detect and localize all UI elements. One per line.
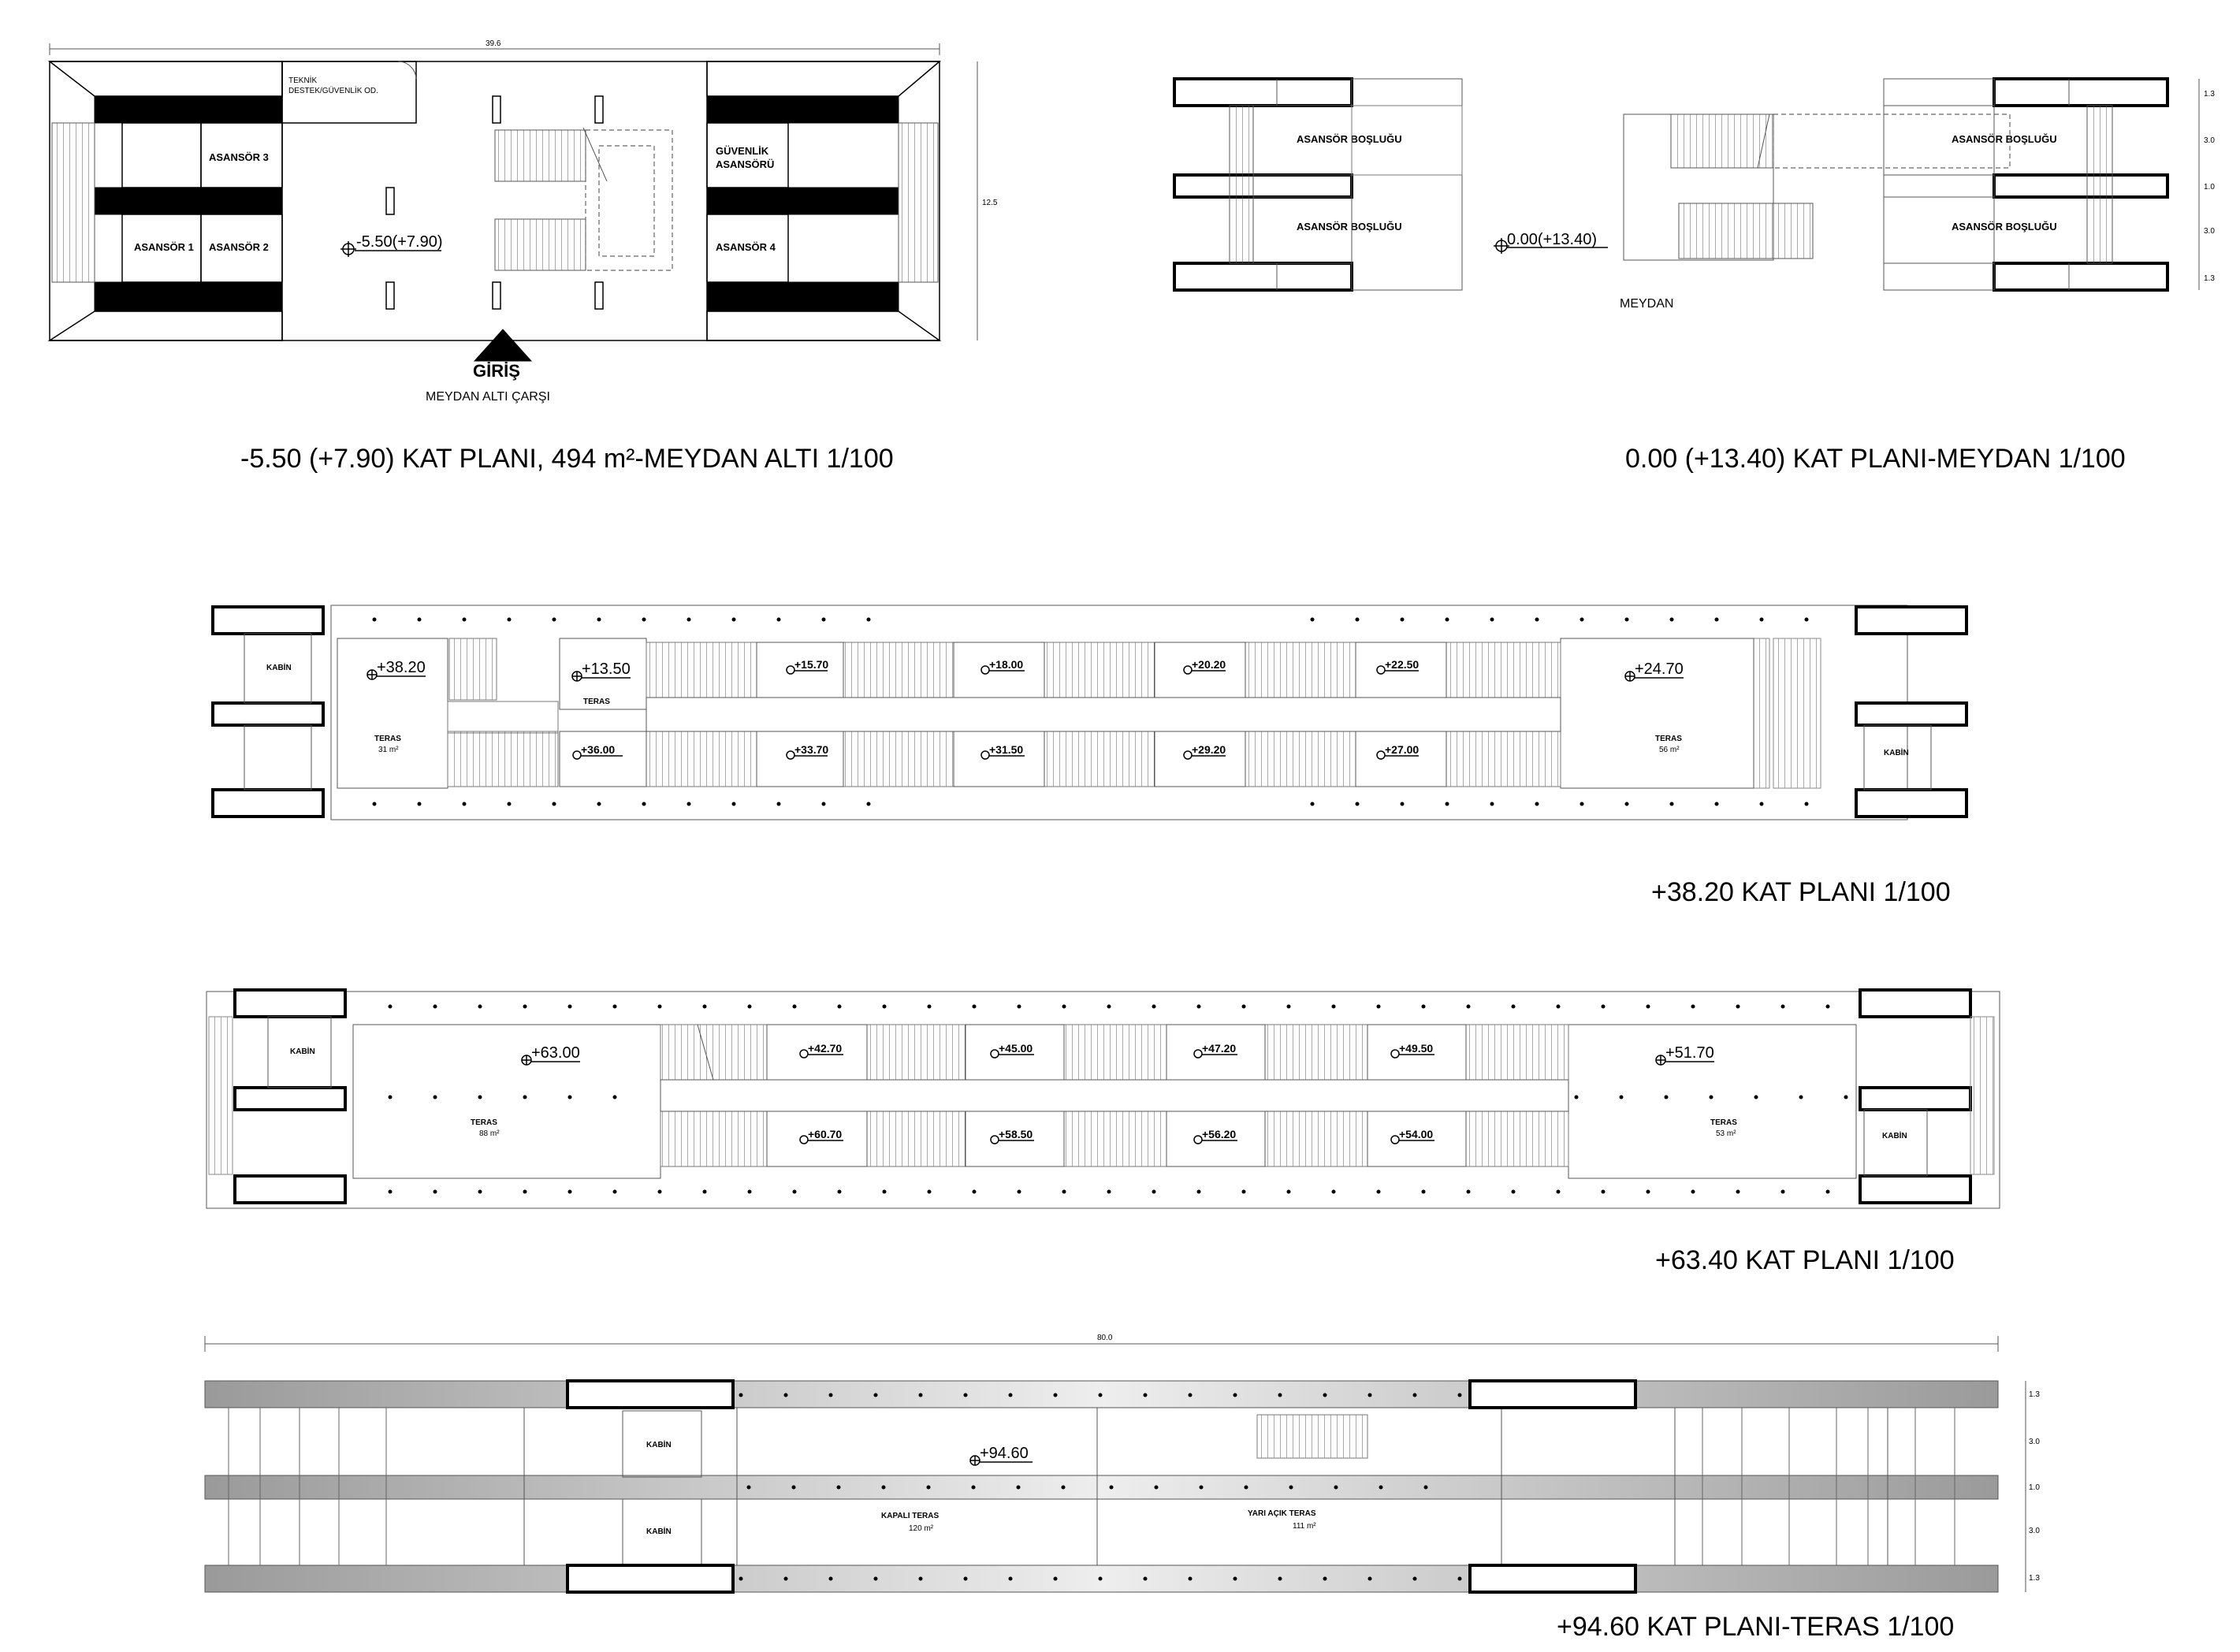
column-dot xyxy=(1799,1096,1803,1099)
column-dot xyxy=(973,1190,977,1194)
column-dot xyxy=(1107,1005,1111,1009)
column-dot xyxy=(1665,1096,1669,1099)
kabin-right: KABİN xyxy=(1884,749,1909,757)
column-dot xyxy=(792,1486,796,1490)
column-dot xyxy=(1535,802,1539,806)
dim-3: 3.0 xyxy=(2029,1527,2040,1535)
column-dot xyxy=(1152,1190,1156,1194)
yari-area: 111 m² xyxy=(1293,1522,1316,1531)
column-dot xyxy=(433,1096,437,1099)
plan-63-40 xyxy=(207,990,2000,1275)
column-dot xyxy=(874,1577,878,1581)
column-dot xyxy=(658,1005,662,1009)
level-b3: +54.00 xyxy=(1399,1128,1434,1140)
level-marker xyxy=(970,1445,1033,1465)
room-asansor-1: ASANSÖR 1 xyxy=(134,241,194,253)
column-dot xyxy=(1647,1190,1650,1194)
column-dot xyxy=(748,1005,752,1009)
teras-right-area: 56 m² xyxy=(1659,746,1680,754)
column-dot xyxy=(1054,1393,1058,1397)
column-dot xyxy=(1413,1393,1417,1397)
column-dot xyxy=(883,1190,887,1194)
column-dot xyxy=(1287,1190,1291,1194)
column-dot xyxy=(964,1393,968,1397)
level-b0: +60.70 xyxy=(808,1128,843,1140)
column-dot xyxy=(1580,618,1584,622)
column-dot xyxy=(508,802,512,806)
column-dot xyxy=(1377,1190,1381,1194)
column-dot xyxy=(1189,1393,1193,1397)
column-dot xyxy=(1826,1190,1830,1194)
column-dot xyxy=(1062,1190,1066,1194)
column-dot xyxy=(1062,1486,1066,1490)
plan-title: +38.20 KAT PLANI 1/100 xyxy=(1651,877,1951,907)
level-5: +51.70 xyxy=(1665,1044,1714,1062)
plan-minus-5-50 xyxy=(50,39,998,474)
column-dot xyxy=(739,1393,743,1397)
column-dot xyxy=(389,1190,393,1194)
column-dot xyxy=(1422,1190,1426,1194)
column-dot xyxy=(1062,1005,1066,1009)
level-label: 0.00(+13.40) xyxy=(1507,231,1597,248)
column-dot xyxy=(1422,1005,1426,1009)
level-marker xyxy=(1625,660,1684,681)
column-dot xyxy=(793,1005,797,1009)
column-dot xyxy=(642,618,646,622)
column-dot xyxy=(1446,618,1449,622)
column-dot xyxy=(1242,1005,1246,1009)
room-bosluk-1: ASANSÖR BOŞLUĞU xyxy=(1297,133,1402,145)
column-dot xyxy=(597,618,601,622)
column-dot xyxy=(1368,1393,1372,1397)
column-dot xyxy=(1715,618,1719,622)
room-guvenlik-1: GÜVENLİK xyxy=(716,145,769,157)
column-dot xyxy=(784,1577,788,1581)
column-dot xyxy=(1323,1393,1327,1397)
column-dot xyxy=(1413,1577,1417,1581)
column-dot xyxy=(1458,1393,1462,1397)
kabin-left: KABİN xyxy=(290,1047,315,1056)
column-dot xyxy=(1490,618,1494,622)
column-dot xyxy=(1490,802,1494,806)
column-dot xyxy=(1155,1486,1159,1490)
column-dot xyxy=(928,1190,932,1194)
column-dot xyxy=(658,1190,662,1194)
column-dot xyxy=(1107,1190,1111,1194)
level-b3: +29.20 xyxy=(1192,743,1226,756)
column-dot xyxy=(1379,1486,1383,1490)
column-dot xyxy=(613,1096,617,1099)
yari-acik-teras: YARI AÇIK TERAS xyxy=(1248,1509,1316,1518)
plan-38-20 xyxy=(213,605,1967,907)
column-dot xyxy=(838,1005,842,1009)
column-dot xyxy=(919,1393,923,1397)
column-dot xyxy=(553,802,556,806)
column-dot xyxy=(1144,1577,1148,1581)
room-bosluk-2: ASANSÖR BOŞLUĞU xyxy=(1297,221,1402,233)
column-dot xyxy=(1334,1486,1338,1490)
column-dot xyxy=(1467,1005,1471,1009)
column-dot xyxy=(1054,1577,1058,1581)
column-dot xyxy=(1826,1005,1830,1009)
column-dot xyxy=(1233,1577,1237,1581)
teras-right-area: 53 m² xyxy=(1716,1129,1736,1138)
column-dot xyxy=(1715,802,1719,806)
teras-right: TERAS xyxy=(1655,735,1682,743)
kabin-2: KABİN xyxy=(646,1527,672,1536)
column-dot xyxy=(1580,802,1584,806)
level-marker xyxy=(1377,658,1419,674)
column-dot xyxy=(613,1190,617,1194)
column-dot xyxy=(1625,618,1629,622)
column-dot xyxy=(523,1005,527,1009)
column-dot xyxy=(1535,618,1539,622)
column-dot xyxy=(1670,802,1674,806)
column-dot xyxy=(1152,1005,1156,1009)
column-dot xyxy=(1781,1005,1785,1009)
column-dot xyxy=(568,1190,572,1194)
level-label: +94.60 xyxy=(980,1445,1029,1462)
level-marker xyxy=(981,658,1025,674)
column-dot xyxy=(389,1005,393,1009)
column-dot xyxy=(1736,1190,1740,1194)
column-dot xyxy=(1602,1005,1606,1009)
column-dot xyxy=(703,1190,707,1194)
column-dot xyxy=(748,1190,752,1194)
level-marker xyxy=(1184,743,1226,759)
column-dot xyxy=(1311,618,1315,622)
column-dot xyxy=(1691,1005,1695,1009)
level-0: +38.20 xyxy=(377,659,426,676)
level-marker xyxy=(1656,1044,1714,1065)
column-dot xyxy=(523,1190,527,1194)
teras-mid: TERAS xyxy=(583,698,610,706)
dim-0: 1.3 xyxy=(2029,1390,2040,1399)
entrance-arrow-icon xyxy=(474,329,531,361)
column-dot xyxy=(1760,618,1764,622)
dim-2: 1.0 xyxy=(2029,1483,2040,1492)
column-dot xyxy=(867,802,871,806)
level-marker xyxy=(573,743,623,759)
entrance-sub: MEYDAN ALTI ÇARŞI xyxy=(426,390,550,404)
column-dot xyxy=(1805,618,1809,622)
dim-4: 1.3 xyxy=(2029,1574,2040,1583)
column-dot xyxy=(433,1190,437,1194)
column-dot xyxy=(1446,802,1449,806)
column-dot xyxy=(793,1190,797,1194)
room-destek: DESTEK/GÜVENLİK OD. xyxy=(288,87,378,95)
column-dot xyxy=(687,618,691,622)
column-dot xyxy=(928,1005,932,1009)
column-dot xyxy=(1602,1190,1606,1194)
column-dot xyxy=(927,1486,931,1490)
column-dot xyxy=(1233,1393,1237,1397)
column-dot xyxy=(1099,1577,1103,1581)
level-4: +49.50 xyxy=(1399,1042,1434,1055)
column-dot xyxy=(1200,1486,1204,1490)
kapali-teras: KAPALI TERAS xyxy=(881,1512,940,1520)
column-dot xyxy=(418,802,422,806)
kabin-left: KABİN xyxy=(266,664,292,672)
level-6: +24.70 xyxy=(1635,660,1684,678)
column-dot xyxy=(1242,1190,1246,1194)
level-marker xyxy=(800,1042,843,1058)
column-dot xyxy=(1356,802,1360,806)
column-dot xyxy=(867,618,871,622)
room-bosluk-3: ASANSÖR BOŞLUĞU xyxy=(1952,133,2057,145)
column-dot xyxy=(1311,802,1315,806)
column-dot xyxy=(568,1096,572,1099)
level-marker xyxy=(1184,658,1226,674)
room-guvenlik-2: ASANSÖRÜ xyxy=(716,158,775,170)
column-dot xyxy=(874,1393,878,1397)
level-marker xyxy=(991,1128,1034,1144)
column-dot xyxy=(1009,1577,1013,1581)
column-dot xyxy=(1424,1486,1428,1490)
column-dot xyxy=(613,1005,617,1009)
level-marker xyxy=(1194,1042,1237,1058)
dim-1: 3.0 xyxy=(2029,1438,2040,1446)
column-dot xyxy=(433,1005,437,1009)
level-marker xyxy=(367,659,426,679)
column-dot xyxy=(837,1486,841,1490)
column-dot xyxy=(1018,1005,1021,1009)
column-dot xyxy=(553,618,556,622)
room-asansor-3: ASANSÖR 3 xyxy=(209,151,269,163)
teras-right: TERAS xyxy=(1710,1118,1737,1127)
plan-title: +94.60 KAT PLANI-TERAS 1/100 xyxy=(1557,1612,1955,1642)
column-dot xyxy=(1781,1190,1785,1194)
column-dot xyxy=(1401,618,1405,622)
column-dot xyxy=(1245,1486,1248,1490)
level-b1: +58.50 xyxy=(999,1128,1033,1140)
level-b2: +56.20 xyxy=(1202,1128,1237,1140)
column-dot xyxy=(1356,618,1360,622)
level-marker xyxy=(1377,743,1419,759)
level-b4: +27.00 xyxy=(1385,743,1420,756)
plan-title: +63.40 KAT PLANI 1/100 xyxy=(1655,1245,1955,1275)
column-dot xyxy=(1287,1005,1291,1009)
column-dot xyxy=(1332,1005,1336,1009)
column-dot xyxy=(1512,1005,1516,1009)
column-dot xyxy=(1512,1190,1516,1194)
column-dot xyxy=(972,1486,976,1490)
column-dot xyxy=(777,618,781,622)
column-dot xyxy=(1099,1393,1103,1397)
column-dot xyxy=(1110,1486,1114,1490)
dim-4: 1.3 xyxy=(2204,274,2215,283)
column-dot xyxy=(703,1005,707,1009)
level-label: -5.50(+7.90) xyxy=(356,233,443,251)
column-dot xyxy=(1197,1190,1201,1194)
level-0: +63.00 xyxy=(531,1044,580,1062)
column-dot xyxy=(1736,1005,1740,1009)
column-dot xyxy=(1323,1577,1327,1581)
column-dot xyxy=(829,1393,833,1397)
column-dot xyxy=(747,1486,751,1490)
plan-0-00 xyxy=(1174,79,2215,474)
column-dot xyxy=(1760,802,1764,806)
column-dot xyxy=(1401,802,1405,806)
level-3: +18.00 xyxy=(989,658,1024,671)
column-dot xyxy=(1332,1190,1336,1194)
column-dot xyxy=(1620,1096,1624,1099)
column-dot xyxy=(523,1096,527,1099)
dim-1: 3.0 xyxy=(2204,136,2215,145)
plan-title: 0.00 (+13.40) KAT PLANI-MEYDAN 1/100 xyxy=(1625,444,2126,474)
column-dot xyxy=(838,1190,842,1194)
column-dot xyxy=(1805,802,1809,806)
dim-2: 1.0 xyxy=(2204,183,2215,192)
level-b2: +31.50 xyxy=(989,743,1024,756)
column-dot xyxy=(822,802,826,806)
plan-title: -5.50 (+7.90) KAT PLANI, 494 m²-MEYDAN ALTI 1/100 xyxy=(240,444,894,474)
level-4: +20.20 xyxy=(1192,658,1226,671)
level-3: +47.20 xyxy=(1202,1042,1237,1055)
column-dot xyxy=(1189,1577,1193,1581)
column-dot xyxy=(478,1096,482,1099)
level-marker xyxy=(800,1128,843,1144)
column-dot xyxy=(373,618,377,622)
column-dot xyxy=(568,1005,572,1009)
entrance-label: GİRİŞ xyxy=(473,361,520,381)
teras-left: TERAS xyxy=(374,735,401,743)
column-dot xyxy=(732,618,736,622)
column-dot xyxy=(1625,802,1629,806)
level-2: +15.70 xyxy=(794,658,829,671)
room-teknik: TEKNİK xyxy=(288,76,318,85)
column-dot xyxy=(1467,1190,1471,1194)
column-dot xyxy=(784,1393,788,1397)
level-marker xyxy=(572,660,631,681)
column-dot xyxy=(1144,1393,1148,1397)
column-dot xyxy=(1754,1096,1758,1099)
column-dot xyxy=(1289,1486,1293,1490)
dim-top: 80.0 xyxy=(1097,1334,1113,1342)
level-marker xyxy=(991,1042,1034,1058)
column-dot xyxy=(777,802,781,806)
column-dot xyxy=(642,802,646,806)
column-dot xyxy=(463,618,467,622)
column-dot xyxy=(1557,1005,1561,1009)
column-dot xyxy=(883,1005,887,1009)
dim-side: 12.5 xyxy=(982,199,998,207)
column-dot xyxy=(1710,1096,1713,1099)
column-dot xyxy=(973,1005,977,1009)
column-dot xyxy=(1017,1486,1021,1490)
dim-0: 1.3 xyxy=(2204,90,2215,99)
level-b1: +33.70 xyxy=(794,743,829,756)
meydan-label: MEYDAN xyxy=(1620,297,1674,311)
column-dot xyxy=(919,1577,923,1581)
teras-left: TERAS xyxy=(471,1118,497,1127)
teras-left-area: 88 m² xyxy=(479,1129,500,1138)
level-marker xyxy=(787,743,828,759)
kabin-1: KABİN xyxy=(646,1441,672,1449)
level-marker xyxy=(1194,1128,1237,1144)
level-b0: +36.00 xyxy=(581,743,616,756)
column-dot xyxy=(463,802,467,806)
column-dot xyxy=(1368,1577,1372,1581)
column-dot xyxy=(373,802,377,806)
level-1: +42.70 xyxy=(808,1042,843,1055)
column-dot xyxy=(1278,1393,1282,1397)
column-dot xyxy=(478,1190,482,1194)
column-dot xyxy=(1377,1005,1381,1009)
plan-94-60 xyxy=(205,1334,2040,1642)
kapali-area: 120 m² xyxy=(909,1524,934,1533)
column-dot xyxy=(1575,1096,1579,1099)
dim-top: 39.6 xyxy=(486,39,501,48)
room-bosluk-4: ASANSÖR BOŞLUĞU xyxy=(1952,221,2057,233)
level-marker xyxy=(981,743,1025,759)
level-marker xyxy=(1391,1042,1434,1058)
column-dot xyxy=(597,802,601,806)
teras-left-area: 31 m² xyxy=(378,746,399,754)
room-asansor-4: ASANSÖR 4 xyxy=(716,241,776,253)
column-dot xyxy=(418,618,422,622)
column-dot xyxy=(1647,1005,1650,1009)
column-dot xyxy=(964,1577,968,1581)
column-dot xyxy=(478,1005,482,1009)
column-dot xyxy=(389,1096,393,1099)
level-marker xyxy=(787,658,828,674)
column-dot xyxy=(882,1486,886,1490)
dim-3: 3.0 xyxy=(2204,227,2215,236)
column-dot xyxy=(1278,1577,1282,1581)
column-dot xyxy=(739,1577,743,1581)
column-dot xyxy=(829,1577,833,1581)
column-dot xyxy=(822,618,826,622)
column-dot xyxy=(1458,1577,1462,1581)
level-2: +45.00 xyxy=(999,1042,1033,1055)
column-dot xyxy=(732,802,736,806)
column-dot xyxy=(1009,1393,1013,1397)
column-dot xyxy=(1197,1005,1201,1009)
column-dot xyxy=(1670,618,1674,622)
kabin-right: KABİN xyxy=(1882,1132,1907,1140)
level-5: +22.50 xyxy=(1385,658,1420,671)
column-dot xyxy=(687,802,691,806)
column-dot xyxy=(1557,1190,1561,1194)
column-dot xyxy=(1691,1190,1695,1194)
level-marker xyxy=(1391,1128,1434,1144)
column-dot xyxy=(1844,1096,1848,1099)
column-dot xyxy=(508,618,512,622)
column-dot xyxy=(1018,1190,1021,1194)
level-1: +13.50 xyxy=(582,660,631,678)
level-marker xyxy=(522,1044,580,1065)
room-asansor-2: ASANSÖR 2 xyxy=(209,241,269,253)
